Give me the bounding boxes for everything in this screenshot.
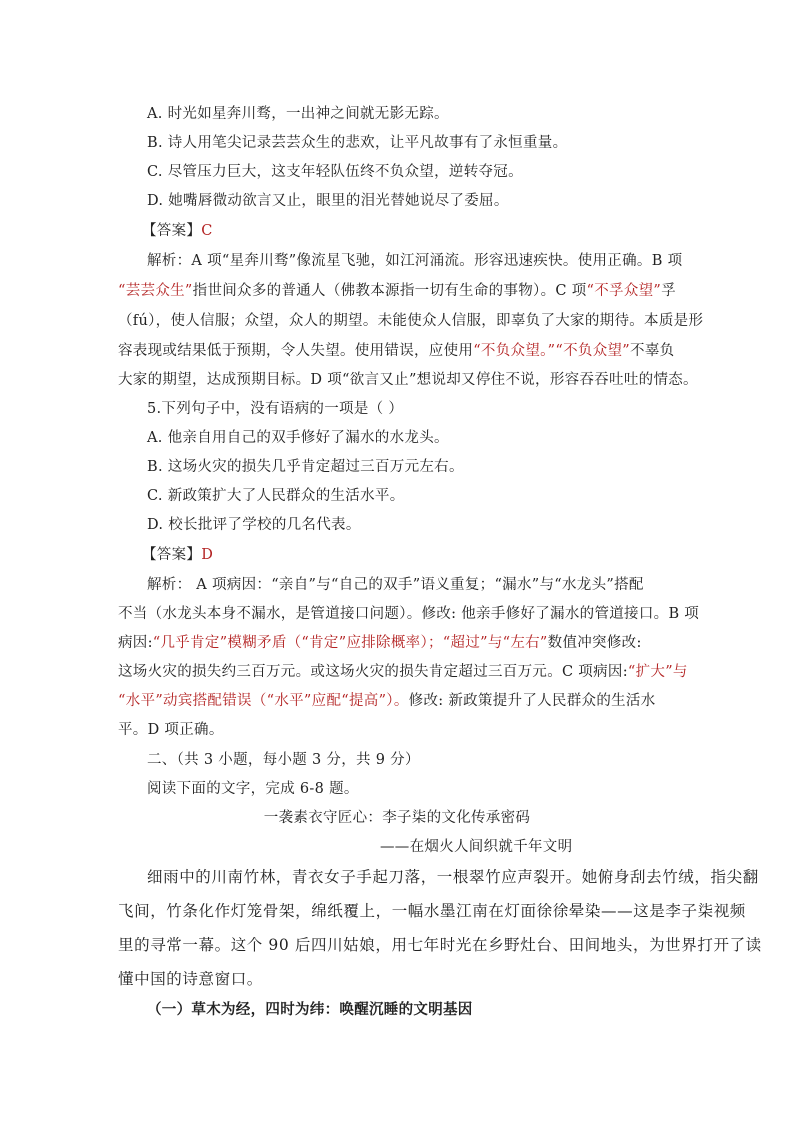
answer-value: C (201, 223, 213, 239)
article-title: 一袭素衣守匠心：李子柒的文化传承密码 (263, 810, 531, 826)
text: 指世间众多的普通人（佛教本源指一切有生命的事物）。C 项 (192, 283, 587, 299)
q5-analysis-line6: 平。D 项正确。 (118, 722, 224, 738)
highlight: “几乎肯定”模糊矛盾（“肯定”应排除概率）；“超过”与“左右” (152, 635, 548, 651)
text: 容表现或结果低于预期，令人失望。使用错误，应使用 (118, 343, 474, 359)
q4-analysis-line4 (118, 341, 678, 361)
q4-option-a: A. 时光如星奔川骛，一出神之间就无影无踪。 (147, 106, 449, 122)
q5-stem: 5.下列句子中，没有语病的一项是（ ） (147, 401, 404, 417)
highlight: “不孚众望” (586, 283, 662, 299)
answer-tag: 【答案】 (142, 223, 202, 239)
q5-option-a: A. 他亲自用自己的双手修好了漏水的水龙头。 (147, 430, 449, 446)
text: 数值冲突修改: (547, 635, 642, 651)
q4-analysis-line5: 大家的期望，达成预期目标。D 项“欲言又止”想说却又停住不说，形容吞吞吐吐的情态。 (118, 372, 698, 388)
q5-analysis-line4 (118, 662, 688, 682)
article-subtitle: ——在烟火人间织就千年文明 (380, 839, 573, 855)
answer-tag: 【答案】 (142, 547, 202, 563)
text: 病因: (118, 635, 153, 651)
q5-analysis-line3 (118, 633, 678, 653)
q5-analysis-line5 (118, 691, 678, 711)
q5-analysis-line1: 解析： A 项病因：“亲自”与“自己的双手”语义重复；“漏水”与“水龙头”搭配 (147, 577, 644, 593)
q4-analysis-line3: （fú），使人信服；众望，众人的期望。未能使众人信服，即辜负了大家的期待。本质是形 (118, 313, 704, 329)
highlight: “扩大”与 (627, 664, 688, 680)
q4-option-d: D. 她嘴唇微动欲言又止，眼里的泪光替她说尽了委屈。 (147, 193, 509, 209)
q4-option-b: B. 诗人用笔尖记录芸芸众生的悲欢，让平凡故事有了永恒重量。 (147, 135, 568, 151)
section-heading: 二、（共 3 小题，每小题 3 分，共 9 分） (147, 752, 420, 768)
q5-option-b: B. 这场火灾的损失几乎肯定超过三百万元左右。 (147, 459, 464, 475)
answer-value: D (201, 547, 214, 563)
text: 这场火灾的损失约三百万元。或这场火灾的损失肯定超过三百万元。C 项病因: (118, 664, 628, 680)
q4-analysis-line2 (118, 281, 678, 301)
q5-answer (142, 545, 702, 565)
q5-option-c: C. 新政策扩大了人民群众的生活水平。 (147, 488, 405, 504)
article-paragraph-line3: 里的寻常一幕。这个 90 后四川姑娘，用七年时光在乡野灶台、田间地头，为世界打开了读 (118, 936, 762, 954)
highlight: “芸芸众生” (118, 283, 193, 299)
text: 不辜负 (630, 343, 675, 359)
article-paragraph-line4: 懂中国的诗意窗口。 (118, 970, 263, 988)
q5-option-d: D. 校长批评了学校的几名代表。 (147, 517, 361, 533)
text: 修改: 新政策提升了人民群众的生活水 (408, 693, 656, 709)
highlight: “不负众望。”“不负众望” (473, 343, 631, 359)
highlight: “水平”动宾搭配错误（“水平”应配“提高”）。 (118, 693, 409, 709)
reading-instruction: 阅读下面的文字，完成 6-8 题。 (147, 781, 359, 797)
q4-analysis-line1: 解析：A 项“星奔川骛”像流星飞驰，如江河涌流。形容迅速疾快。使用正确。B 项 (147, 253, 683, 269)
q4-answer (142, 221, 702, 241)
q5-analysis-line2: 不当（水龙头本身不漏水，是管道接口问题）。修改: 他亲手修好了漏水的管道接口。B 项 (118, 606, 700, 622)
article-paragraph-line1: 细雨中的川南竹林，青衣女子手起刀落，一根翠竹应声裂开。她俯身刮去竹绒，指尖翻 (147, 868, 759, 886)
article-paragraph-line2: 飞间，竹条化作灯笼骨架，绵纸覆上，一幅水墨江南在灯面徐徐晕染——这是李子柒视频 (118, 902, 746, 920)
q4-option-c: C. 尽管压力巨大，这支年轻队伍终不负众望，逆转夺冠。 (147, 164, 523, 180)
text: 孚 (661, 283, 676, 299)
article-subheading: （一）草木为经，四时为纬：唤醒沉睡的文明基因 (147, 1001, 473, 1018)
